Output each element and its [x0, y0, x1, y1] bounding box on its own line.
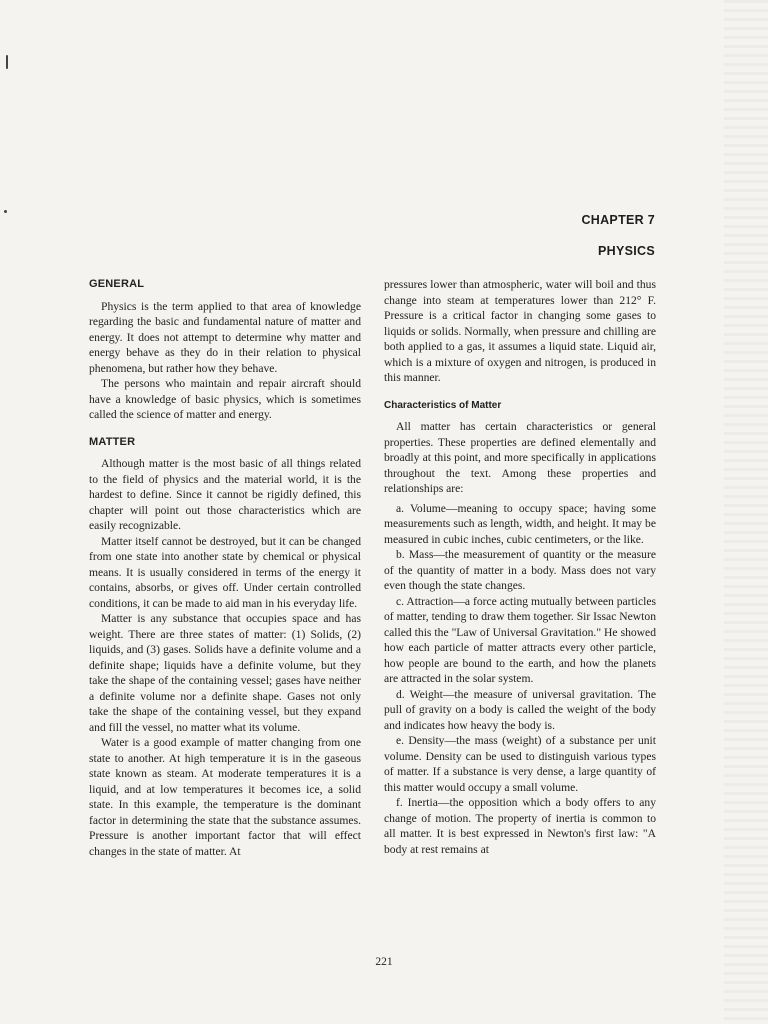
paragraph: Water is a good example of matter changing from one state to another. At high temperature it is in the gaseous state known as steam. At moderate temperatures it is a liquid, and at low temperatures it becomes ice, a solid state. In this example, the temperature is the dominant factor in determining the state that the substance assumes. Pressure is another important factor that will effect changes in the state of matter. At — [89, 736, 361, 858]
list-item: a. Volume—meaning to occupy space; having some measurements such as length, width, and height. It may be measured in cubic inches, cubic centimeters, or the like. — [384, 501, 656, 546]
section-heading-matter: MATTER — [89, 435, 136, 448]
paragraph: pressures lower than atmospheric, water will boil and thus change into steam at temperatures lower than 212° F. Pressure is a critical factor in changing some gases to liquids or solids. Normally, when pressure and chilling are both applied to a gas, it assumes a liquid state. Liquid air, which is a mixture of oxygen and nitrogen, is produced in this manner. — [384, 278, 656, 384]
chapter-label: CHAPTER 7 — [581, 213, 655, 227]
scan-edge-noise — [724, 0, 768, 1024]
paragraph: Physics is the term applied to that area of knowledge regarding the basic and fundamental nature of matter and energy. It does not attempt to determine why matter and energy behave as they do in their relation to physical phenomena, but rather how they behave. — [89, 299, 361, 375]
left-column — [89, 277, 361, 859]
list-item: b. Mass—the measurement of quantity or the measure of the quantity of matter in a body. Mass does not vary even though the state changes. — [384, 548, 656, 592]
scan-mark — [6, 55, 8, 69]
list-item: f. Inertia—the opposition which a body offers to any change of motion. The property of inertia is common to all matter. It is best expressed in Newton's first law: "A body at rest remains at — [384, 796, 656, 856]
list-item: c. Attraction—a force acting mutually between particles of matter, tending to draw them together. Sir Issac Newton called this the "Law of Universal Gravitation." He showed how each particle of matter attracts every other particle, how people are bound to the earth, and how the planets are attracted in the solar system. — [384, 594, 656, 685]
scan-mark — [4, 210, 7, 213]
list-item: d. Weight—the measure of universal gravitation. The pull of gravity on a body is called the weight of the body and indicates how heavy the body is. — [384, 687, 656, 732]
paragraph: All matter has certain characteristics or general properties. These properties are defined elementally and broadly at this point, and more specifically in applications throughout the text. Among these properties and relationships are: — [384, 420, 656, 495]
subsection-heading-characteristics: Characteristics of Matter — [384, 399, 502, 411]
section-heading-general: GENERAL — [89, 278, 145, 290]
page-number: 221 — [375, 956, 393, 968]
paragraph: The persons who maintain and repair aircraft should have a knowledge of basic physics, which is sometimes called the science of matter and energy. — [89, 377, 361, 421]
paragraph: Matter itself cannot be destroyed, but it can be changed from one state into another state by chemical or physical means. It is usually considered in terms of the energy it contains, absorbs, or gives off. Under certain controlled conditions, it can be made to aid man in his everyday life. — [89, 534, 361, 610]
paragraph: Matter is any substance that occupies space and has weight. There are three states of matter: (1) Solids, (2) liquids, and (3) gases. Solids have a definite volume and a definite shape; liquids have a definite volume, but they take the shape of the containing vessel; gases have neither a definite volume nor a definite shape. Gases not only take the shape of the containing vessel, but they expand and fill the vessel, no matter what its volume. — [89, 612, 361, 734]
chapter-title: PHYSICS — [598, 244, 655, 258]
list-item: e. Density—the mass (weight) of a substance per unit volume. Density can be used to distinguish various types of matter. If a substance is very dense, a large quantity of this matter would occupy a small volume. — [384, 734, 656, 794]
right-column — [384, 277, 656, 857]
paragraph: Although matter is the most basic of all things related to the field of physics and the material world, it is the hardest to define. Since it cannot be rigidly defined, this chapter will point out those characteristics which are easily recognizable. — [89, 457, 361, 532]
